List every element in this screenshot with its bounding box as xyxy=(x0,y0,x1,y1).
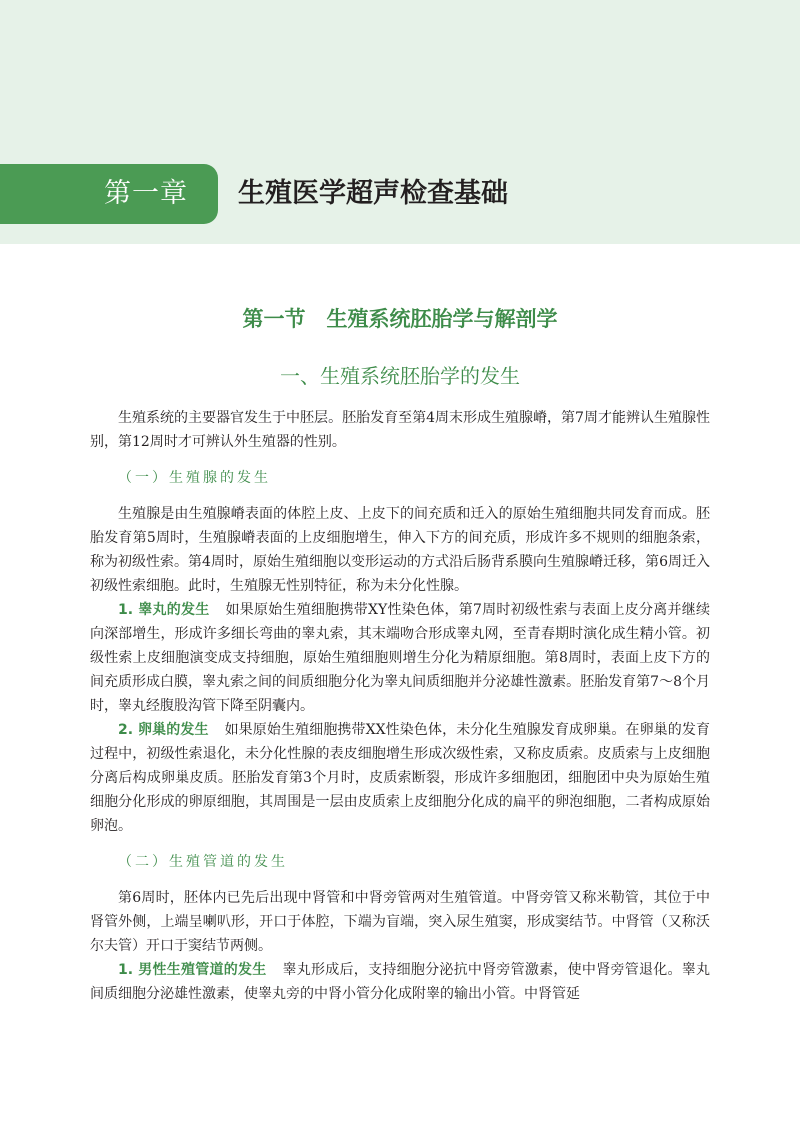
ovary-lead: 2. 卵巢的发生 xyxy=(118,722,209,738)
ovary-text: 如果原始生殖细胞携带XX性染色体，未分化生殖腺发育成卵巢。在卵巢的发育过程中，初级性索退化，未分化性腺的表皮细胞增生形成次级性索，又称皮质索。皮质索与上皮细胞分离后构成卵巢皮质。胚胎发育第3个月时，皮质索断裂，形成许多细胞团，细胞团中央为原始生殖细胞分化形成的卵原细胞，其周围是一层由皮质索上皮细胞分化成的扁平的卵泡细胞，二者构成原始卵泡。 xyxy=(90,722,711,834)
male-duct-paragraph xyxy=(90,958,710,1006)
section-title: 第一节 生殖系统胚胎学与解剖学 xyxy=(242,307,558,331)
chapter-title: 生殖医学超声检查基础 xyxy=(238,178,508,209)
testis-paragraph xyxy=(90,598,710,718)
part2-heading: （二）生殖管道的发生 xyxy=(118,854,288,870)
testis-lead: 1. 睾丸的发生 xyxy=(118,602,210,618)
body-text xyxy=(90,406,710,1006)
ovary-paragraph xyxy=(90,718,710,838)
part1-heading: （一）生殖腺的发生 xyxy=(118,470,271,486)
part1-paragraph: 生殖腺是由生殖腺嵴表面的体腔上皮、上皮下的间充质和迁入的原始生殖细胞共同发育而成。胚胎发育第5周时，生殖腺嵴表面的上皮细胞增生，伸入下方的间充质，形成许多不规则的细胞条索，称为初级性索。第4周时，原始生殖细胞以变形运动的方式沿后肠背系膜向生殖腺嵴迁移，第6周迁入初级性索细胞。此时，生殖腺无性别特征，称为未分化性腺。 xyxy=(90,506,710,594)
intro-paragraph: 生殖系统的主要器官发生于中胚层。胚胎发育至第4周末形成生殖腺嵴，第7周才能辨认生殖腺性别，第12周时才可辨认外生殖器的性别。 xyxy=(90,410,710,450)
male-duct-lead: 1. 男性生殖管道的发生 xyxy=(118,962,267,978)
subsection-title: 一、生殖系统胚胎学的发生 xyxy=(280,364,520,388)
part2-paragraph: 第6周时，胚体内已先后出现中肾管和中肾旁管两对生殖管道。中肾旁管又称米勒管，其位于中肾管外侧，上端呈喇叭形，开口于体腔，下端为盲端，突入尿生殖窦，形成窦结节。中肾管（又称沃尔夫管）开口于窦结节两侧。 xyxy=(90,890,710,954)
testis-text: 如果原始生殖细胞携带XY性染色体，第7周时初级性索与表面上皮分离并继续向深部增生，形成许多细长弯曲的睾丸索，其末端吻合形成睾丸网，至青春期时演化成生精小管。初级性索上皮细胞演变成支持细胞，原始生殖细胞则增生分化为精原细胞。第8周时，表面上皮下方的间充质形成白膜，睾丸索之间的间质细胞分化为睾丸间质细胞并分泌雄性激素。胚胎发育第7～8个月时，睾丸经腹股沟管下降至阴囊内。 xyxy=(90,602,710,714)
male-duct-text: 睾丸形成后，支持细胞分泌抗中肾旁管激素，使中肾旁管退化。睾丸间质细胞分泌雄性激素，使睾丸旁的中肾小管分化成附睾的输出小管。中肾管延 xyxy=(90,962,710,1002)
chapter-label: 第一章 xyxy=(104,178,188,209)
